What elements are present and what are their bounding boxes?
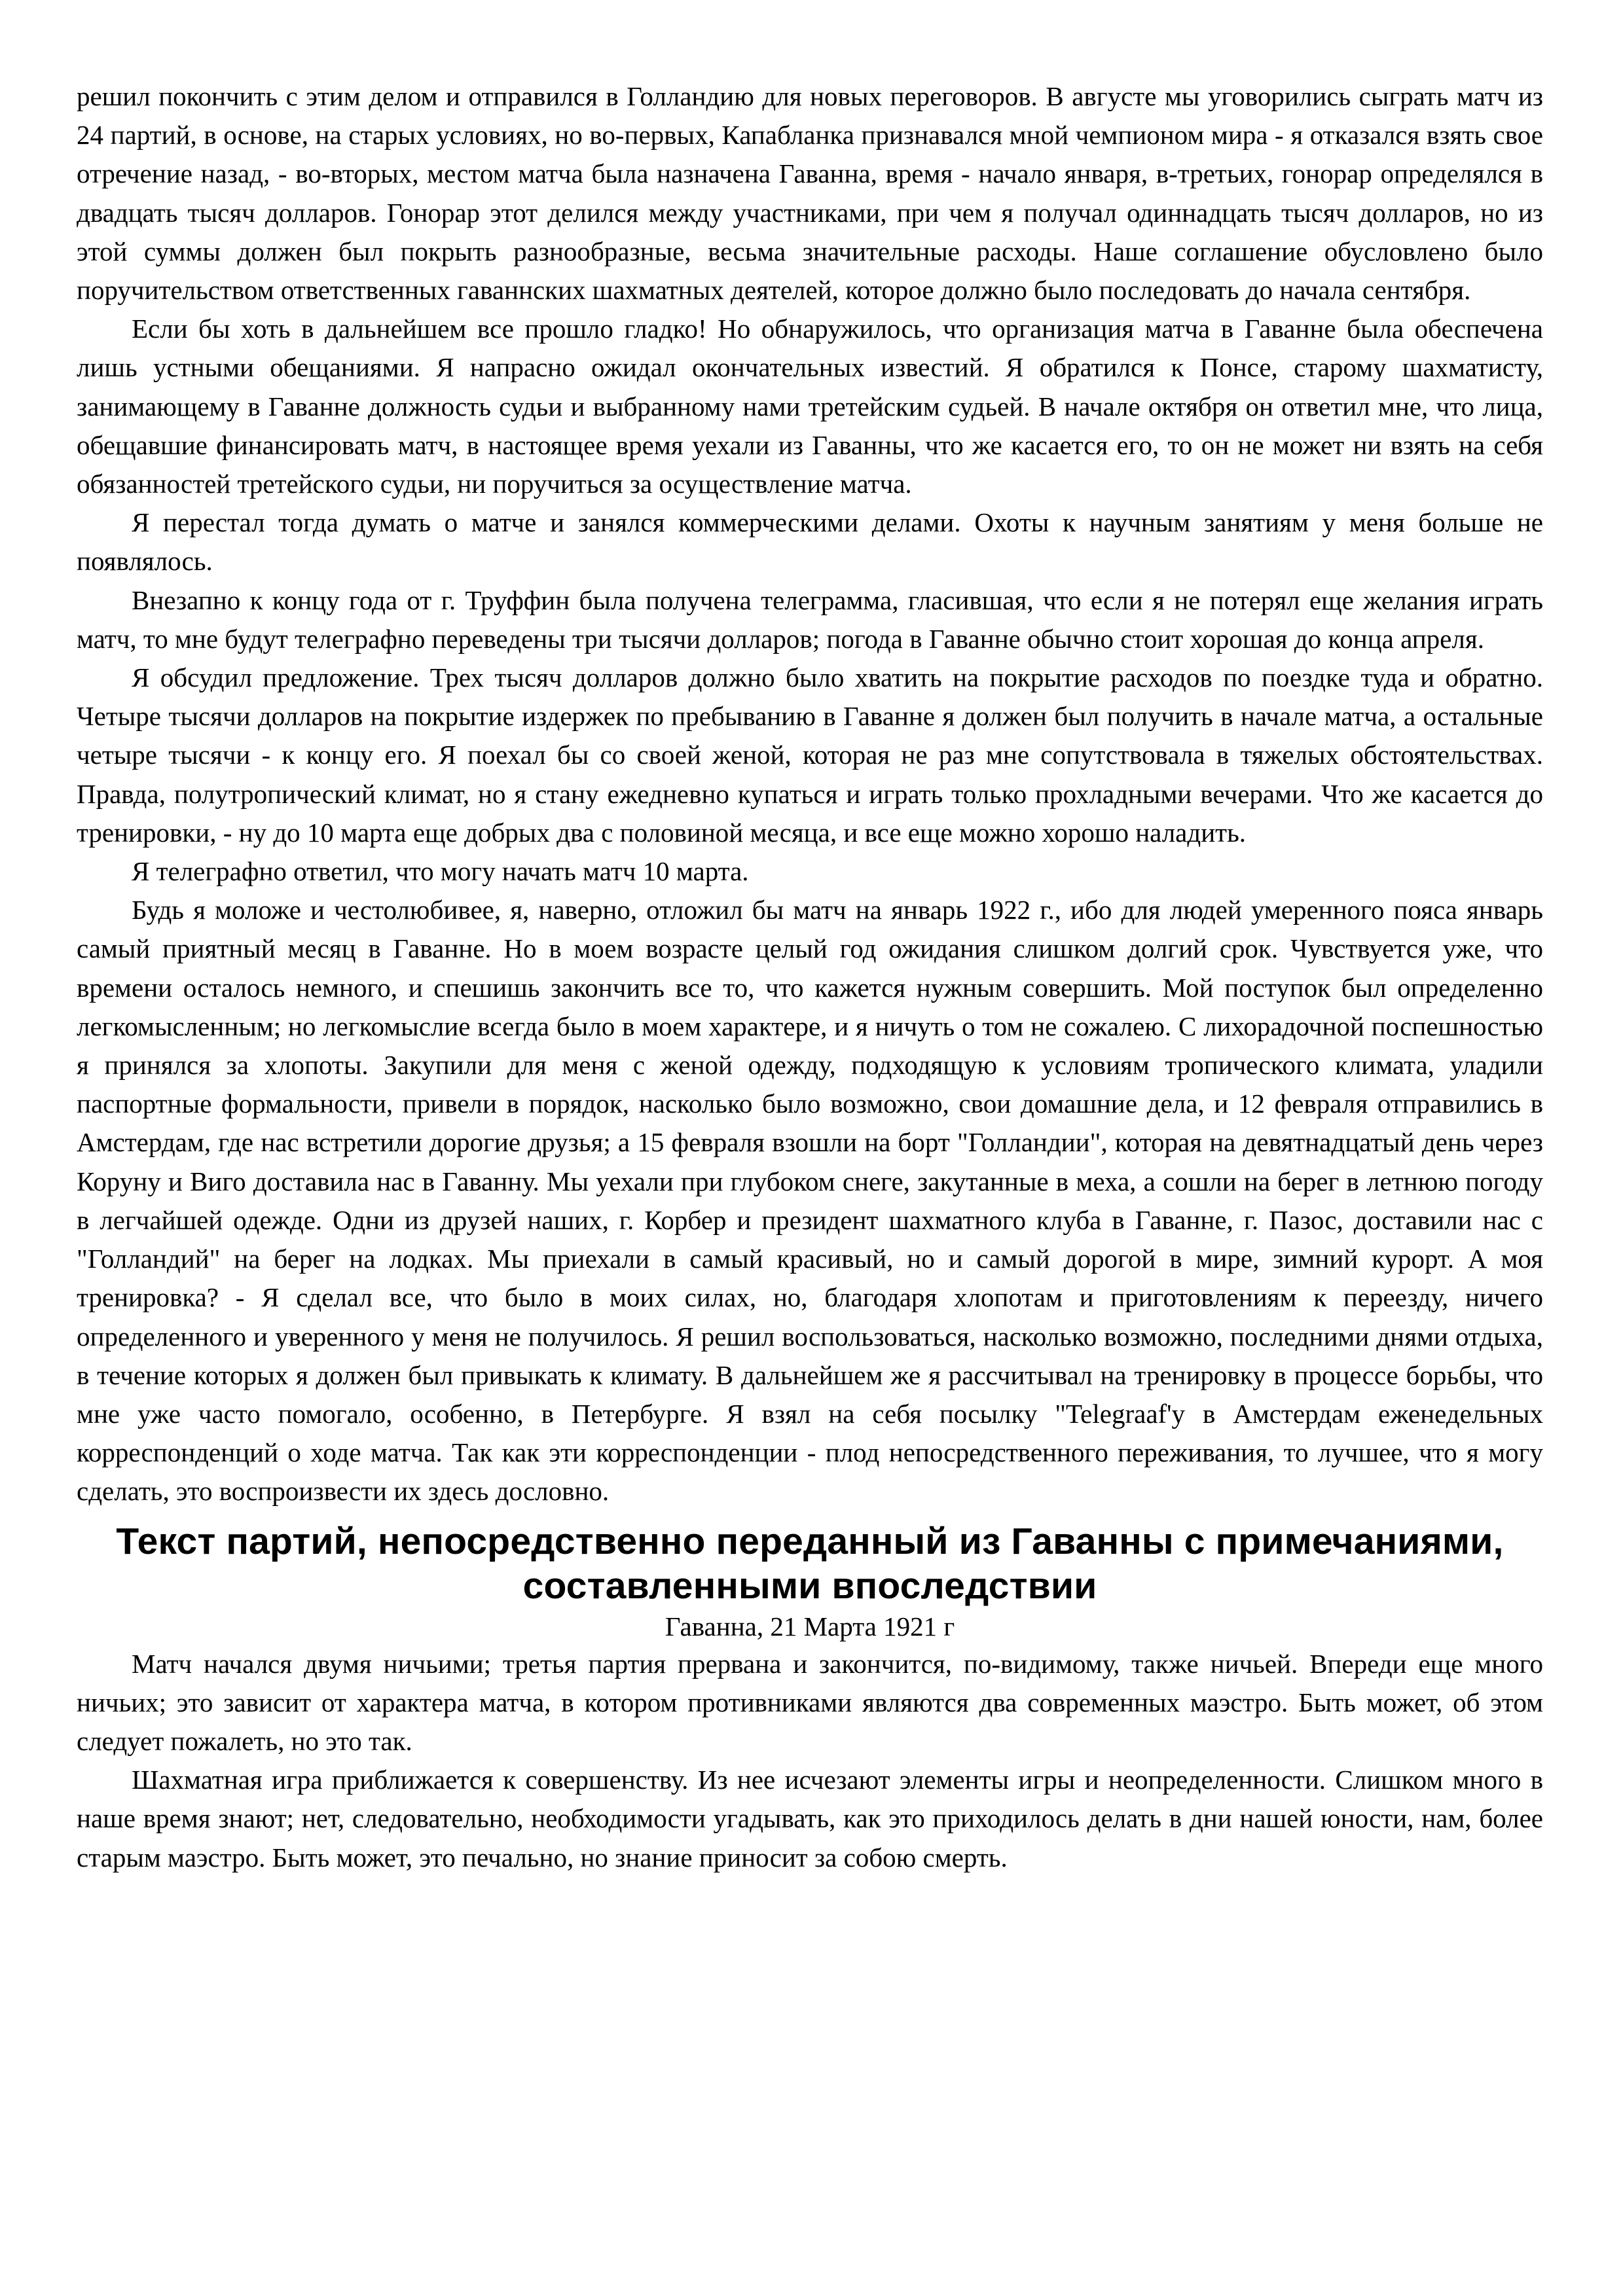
dateline: Гаванна, 21 Марта 1921 г <box>665 1611 955 1641</box>
paragraph: Я перестал тогда думать о матче и занялся коммерческими делами. Охоты к научным занятиям у меня больше не появлялось. <box>77 507 1543 577</box>
paragraph: Внезапно к концу года от г. Труффин была получена телеграмма, гласившая, что если я не потерял еще желания играть матч, то мне будут телеграфно переведены три тысячи долларов; погода в Гаванне обычно стоит хорошая до конца апреля. <box>77 584 1543 654</box>
document-page <box>77 77 1543 1877</box>
section-title: Текст партий, непосредственно переданный из Гаванны с примечаниями, составленными впоследствии <box>116 1520 1504 1607</box>
paragraph: Если бы хоть в дальнейшем все прошло гладко! Но обнаружилось, что организация матча в Гаванне была обеспечена лишь устными обещаниями. Я напрасно ожидал окончательных известий. Я обратился к Понсе, старому шахматисту, занимающему в Гаванне должность судьи и выбранному нами третейским судьей. В начале октября он ответил мне, что лица, обещавшие финансировать матч, в настоящее время уехали из Гаванны, что же касается его, то он не может ни взять на себя обязанностей третейского судьи, ни поручиться за осуществление матча. <box>77 314 1543 499</box>
paragraph: решил покончить с этим делом и отправился в Голландию для новых переговоров. В августе мы уговорились сыграть матч из 24 партий, в основе, на старых условиях, но во-первых, Капабланка признавался мной чемпионом мира - я отказался взять свое отречение назад, - во-вторых, местом матча была назначена Гаванна, время - начало января, в-третьих, гонорар определялся в двадцать тысяч долларов. Гонорар этот делился между участниками, при чем я получал одиннадцать тысяч долларов, но из этой суммы должен был покрыть разнообразные, весьма значительные расходы. Наше соглашение обусловлено было поручительством ответственных гаваннских шахматных деятелей, которое должно было последовать до начала сентября. <box>77 81 1543 306</box>
paragraph: Я обсудил предложение. Трех тысяч долларов должно было хватить на покрытие расходов по поездке туда и обратно. Четыре тысячи долларов на покрытие издержек по пребыванию в Гаванне я должен был получить в начале матча, а остальные четыре тысячи - к концу его. Я поехал бы со своей женой, которая не раз мне сопутствовала в тяжелых обстоятельствах. Правда, полутропический климат, но я стану ежедневно купаться и играть только прохладными вечерами. Что же касается до тренировки, - ну до 10 марта еще добрых два с половиной месяца, и все еще можно хорошо наладить. <box>77 662 1543 848</box>
paragraph: Матч начался двумя ничьими; третья партия прервана и закончится, по-видимому, также ничьей. Впереди еще много ничьих; это зависит от характера матча, в котором противниками являются два современных маэстро. Быть может, об этом следует пожалеть, но это так. <box>77 1648 1543 1756</box>
paragraph: Будь я моложе и честолюбивее, я, наверно, отложил бы матч на январь 1922 г., ибо для людей умеренного пояса январь самый приятный месяц в Гаванне. Но в моем возрасте целый год ожидания слишком долгий срок. Чувствуется уже, что времени осталось немного, и спешишь закончить все то, что кажется нужным совершить. Мой поступок был определенно легкомысленным; но легкомыслие всегда было в моем характере, и я ничуть о том не сожалею. С лихорадочной поспешностью я принялся за хлопоты. Закупили для меня с женой одежду, подходящую к условиям тропического климата, уладили паспортные формальности, привели в порядок, насколько было возможно, свои домашние дела, и 12 февраля отправились в Амстердам, где нас встретили дорогие друзья; а 15 февраля взошли на борт "Голландии", которая на девятнадцатый день через Коруну и Виго доставила нас в Гаванну. Мы уехали при глубоком снеге, закутанные в меха, а сошли на берег в летнюю погоду в легчайшей одежде. Одни из друзей наших, г. Корбер и президент шахматного клуба в Гаванне, г. Пазос, доставили нас с "Голландий" на берег на лодках. Мы приехали в самый красивый, но и самый дорогой в мире, зимний курорт. А моя тренировка? - Я сделал все, что было в моих силах, но, благодаря хлопотам и приготовлениям к переезду, ничего определенного и уверенного у меня не получилось. Я решил воспользоваться, насколько возможно, последними днями отдыха, в течение которых я должен был привыкать к климату. В дальнейшем же я рассчитывал на тренировку в процессе борьбы, что мне уже часто помогало, особенно, в Петербурге. Я взял на себя посылку "Telegraaf'у в Амстердам еженедельных корреспонденций о ходе матча. Так как эти корреспонденции - плод непосредственного переживания, то лучшее, что я могу сделать, это воспроизвести их здесь дословно. <box>77 895 1543 1507</box>
paragraph: Я телеграфно ответил, что могу начать матч 10 марта. <box>132 856 749 887</box>
paragraph: Шахматная игра приближается к совершенству. Из нее исчезают элементы игры и неопределенности. Слишком много в наше время знают; нет, следовательно, необходимости угадывать, как это приходилось делать в дни нашей юности, нам, более старым маэстро. Быть может, это печально, но знание приносит за собою смерть. <box>77 1765 1543 1873</box>
